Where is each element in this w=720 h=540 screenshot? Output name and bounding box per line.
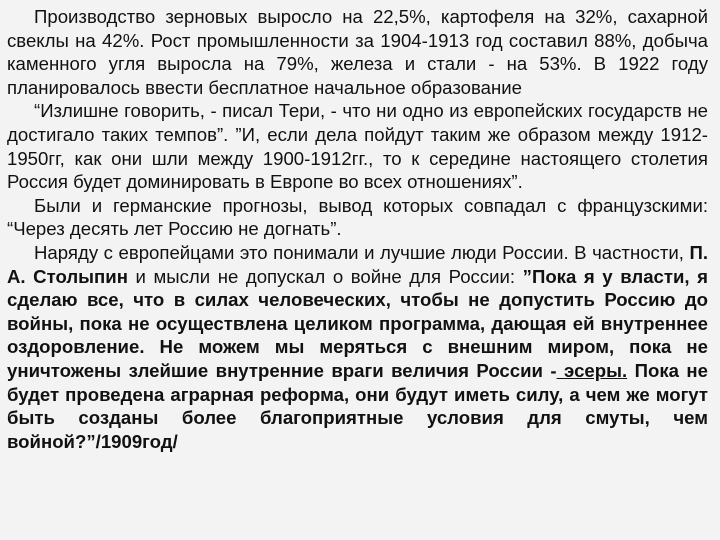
stolypin-name: П. А. Столыпин bbox=[7, 241, 708, 287]
stolypin-quote-tail: Пока не будет проведена аграрная реформа, они будут иметь силу, а чем же могут быть созданы более благоприятные условия для смуты, чем войной?”/1909год/ bbox=[7, 359, 708, 452]
stolypin-quote-text: ”Пока я у власти, я сделаю все, что в силах человеческих, чтобы не допустить Россию до войны, пока не осуществлена целиком программа, дающая ей внутреннее оздоровление. Не можем мы меряться с внешним миром, пока не уничтожены злейшие внутренние враги величия России - bbox=[7, 265, 709, 381]
stolypin-mid-text: и мысли не допускал о войне для России: bbox=[127, 265, 523, 287]
paragraph-growth-statistics: Производство зерновых выросло на 22,5%, картофеля на 32%, сахарной свеклы на 42%. Рост промышленности за 1904-1913 год составил 88%, добыча каменного угля выросла на 79%, железа и стали - на 53%. В 1922 году планировалось ввести бесплатное начальное образование bbox=[7, 6, 708, 98]
paragraph-german-forecasts: Были и германские прогнозы, вывод которых совпадал с французскими: “Через десять лет Россию не догнать”. bbox=[7, 194, 708, 240]
stolypin-lead-text: Наряду с европейцами это понимали и лучшие люди России. В частности, bbox=[34, 241, 690, 263]
paragraph-stolypin bbox=[7, 241, 708, 453]
stolypin-quote bbox=[7, 266, 708, 452]
paragraph-teri-quote: “Излишне говорить, - писал Тери, - что ни одно из европейских государств не достигало таких темпов”. ”И, если дела пойдут таким же образом между 1912-1950гг, как они шли между 1900-1912гг., то к середине настоящего столетия Россия будет доминировать в Европе во всех отношениях”. bbox=[7, 100, 708, 193]
underlined-word: эсеры. bbox=[556, 359, 628, 381]
